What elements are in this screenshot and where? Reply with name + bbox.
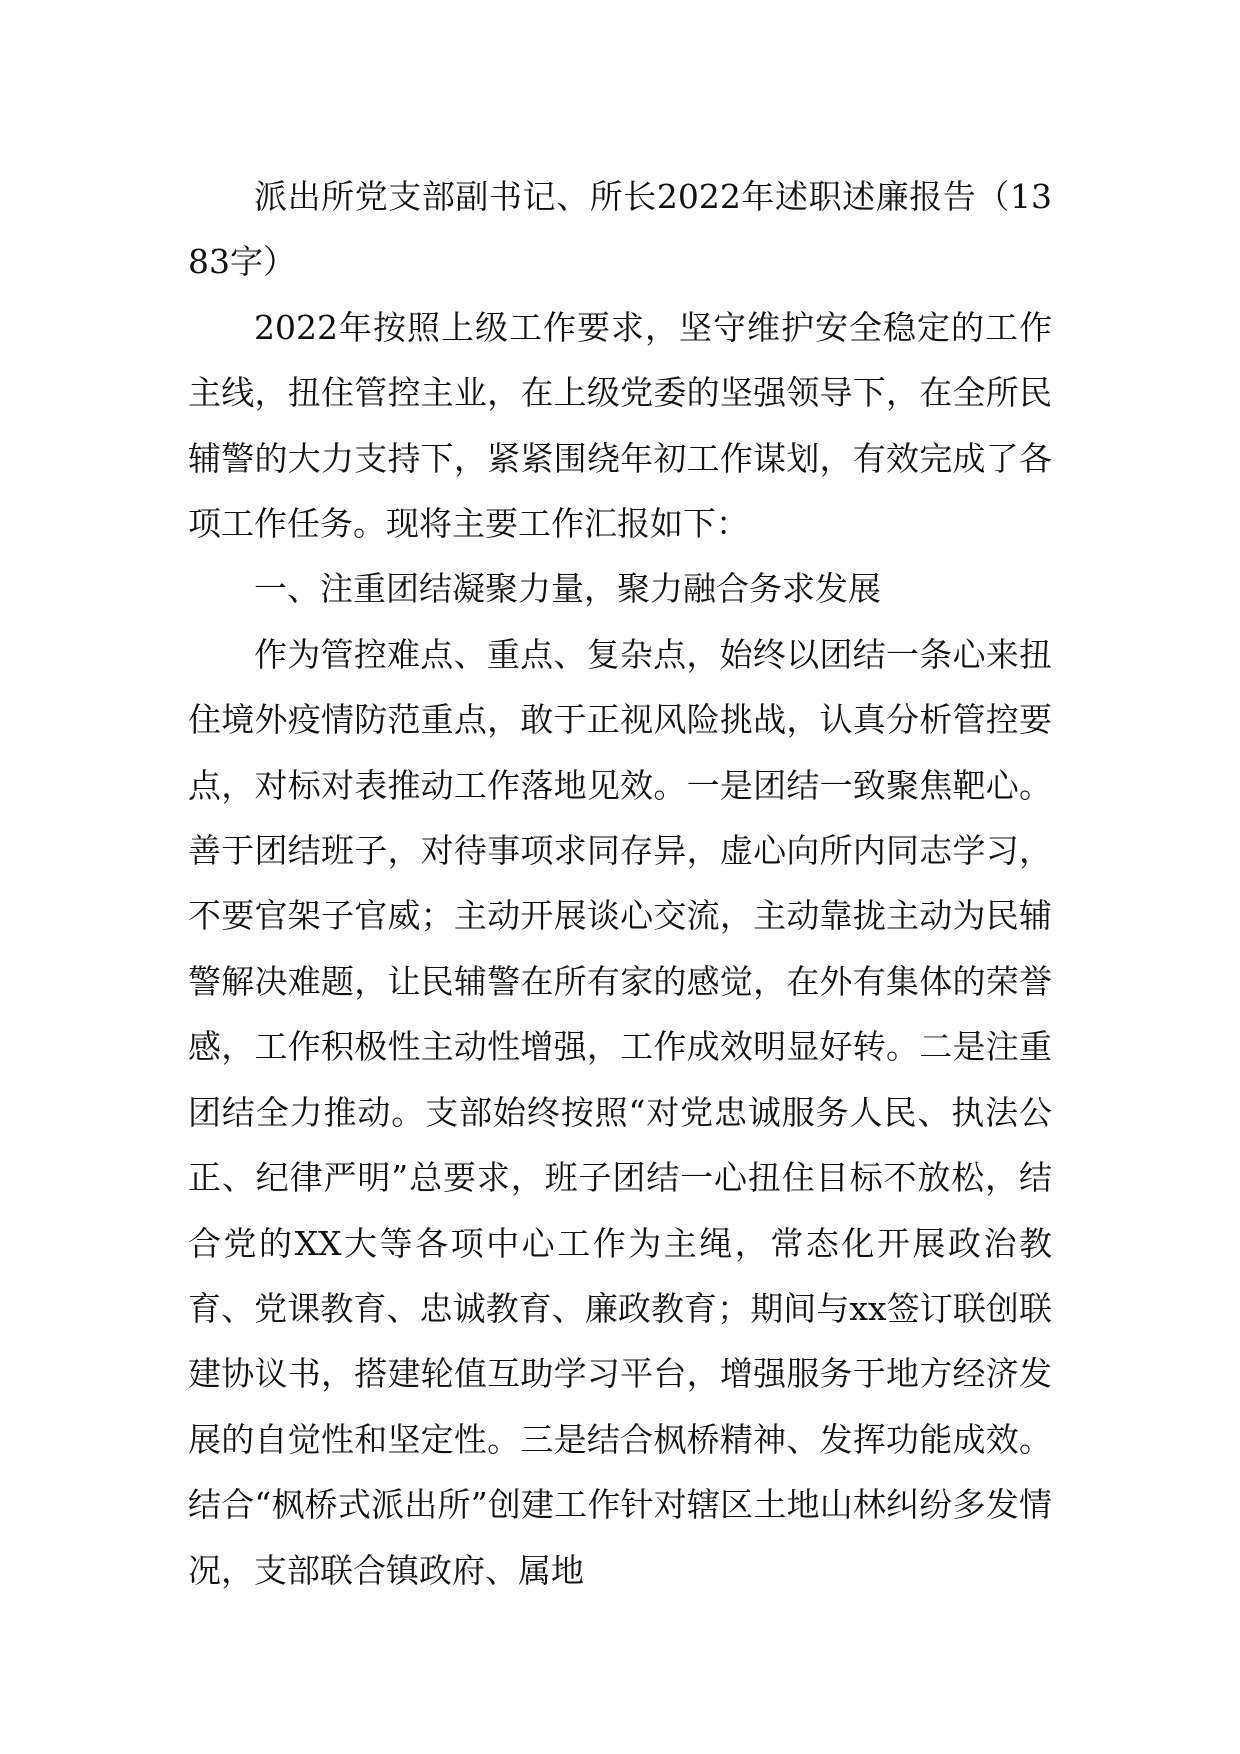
document-body xyxy=(188,164,1052,1603)
section-1-paragraph: 作为管控难点、重点、复杂点，始终以团结一条心来扭住境外疫情防范重点，敢于正视风险挑战，认真分析管控要点，对标对表推动工作落地见效。一是团结一致聚焦靶心。善于团结班子，对待事项求同存异，虚心向所内同志学习，不要官架子官威；主动开展谈心交流，主动靠拢主动为民辅警解决难题，让民辅警在所有家的感觉，在外有集体的荣誉感，工作积极性主动性增强，工作成效明显好转。二是注重团结全力推动。支部始终按照“对党忠诚服务人民、执法公正、纪律严明”总要求，班子团结一心扭住目标不放松，结合党的XX大等各项中心工作为主绳，常态化开展政治教育、党课教育、忠诚教育、廉政教育；期间与xx签订联创联建协议书，搭建轮值互助学习平台，增强服务于地方经济发展的自觉性和坚定性。三是结合枫桥精神、发挥功能成效。结合“枫桥式派出所”创建工作针对辖区土地山林纠纷多发情况，支部联合镇政府、属地 xyxy=(188,634,1052,1590)
report-title: 派出所党支部副书记、所长2022年述职述廉报告（1383字） xyxy=(188,177,1052,282)
section-heading-1: 一、注重团结凝聚力量，聚力融合务求发展 xyxy=(254,569,881,609)
intro-paragraph: 2022年按照上级工作要求，坚守维护安全稳定的工作主线，扭住管控主业，在上级党委的坚强领导下，在全所民辅警的大力支持下，紧紧围绕年初工作谋划，有效完成了各项工作任务。现将主要工作汇报如下： xyxy=(188,307,1052,544)
